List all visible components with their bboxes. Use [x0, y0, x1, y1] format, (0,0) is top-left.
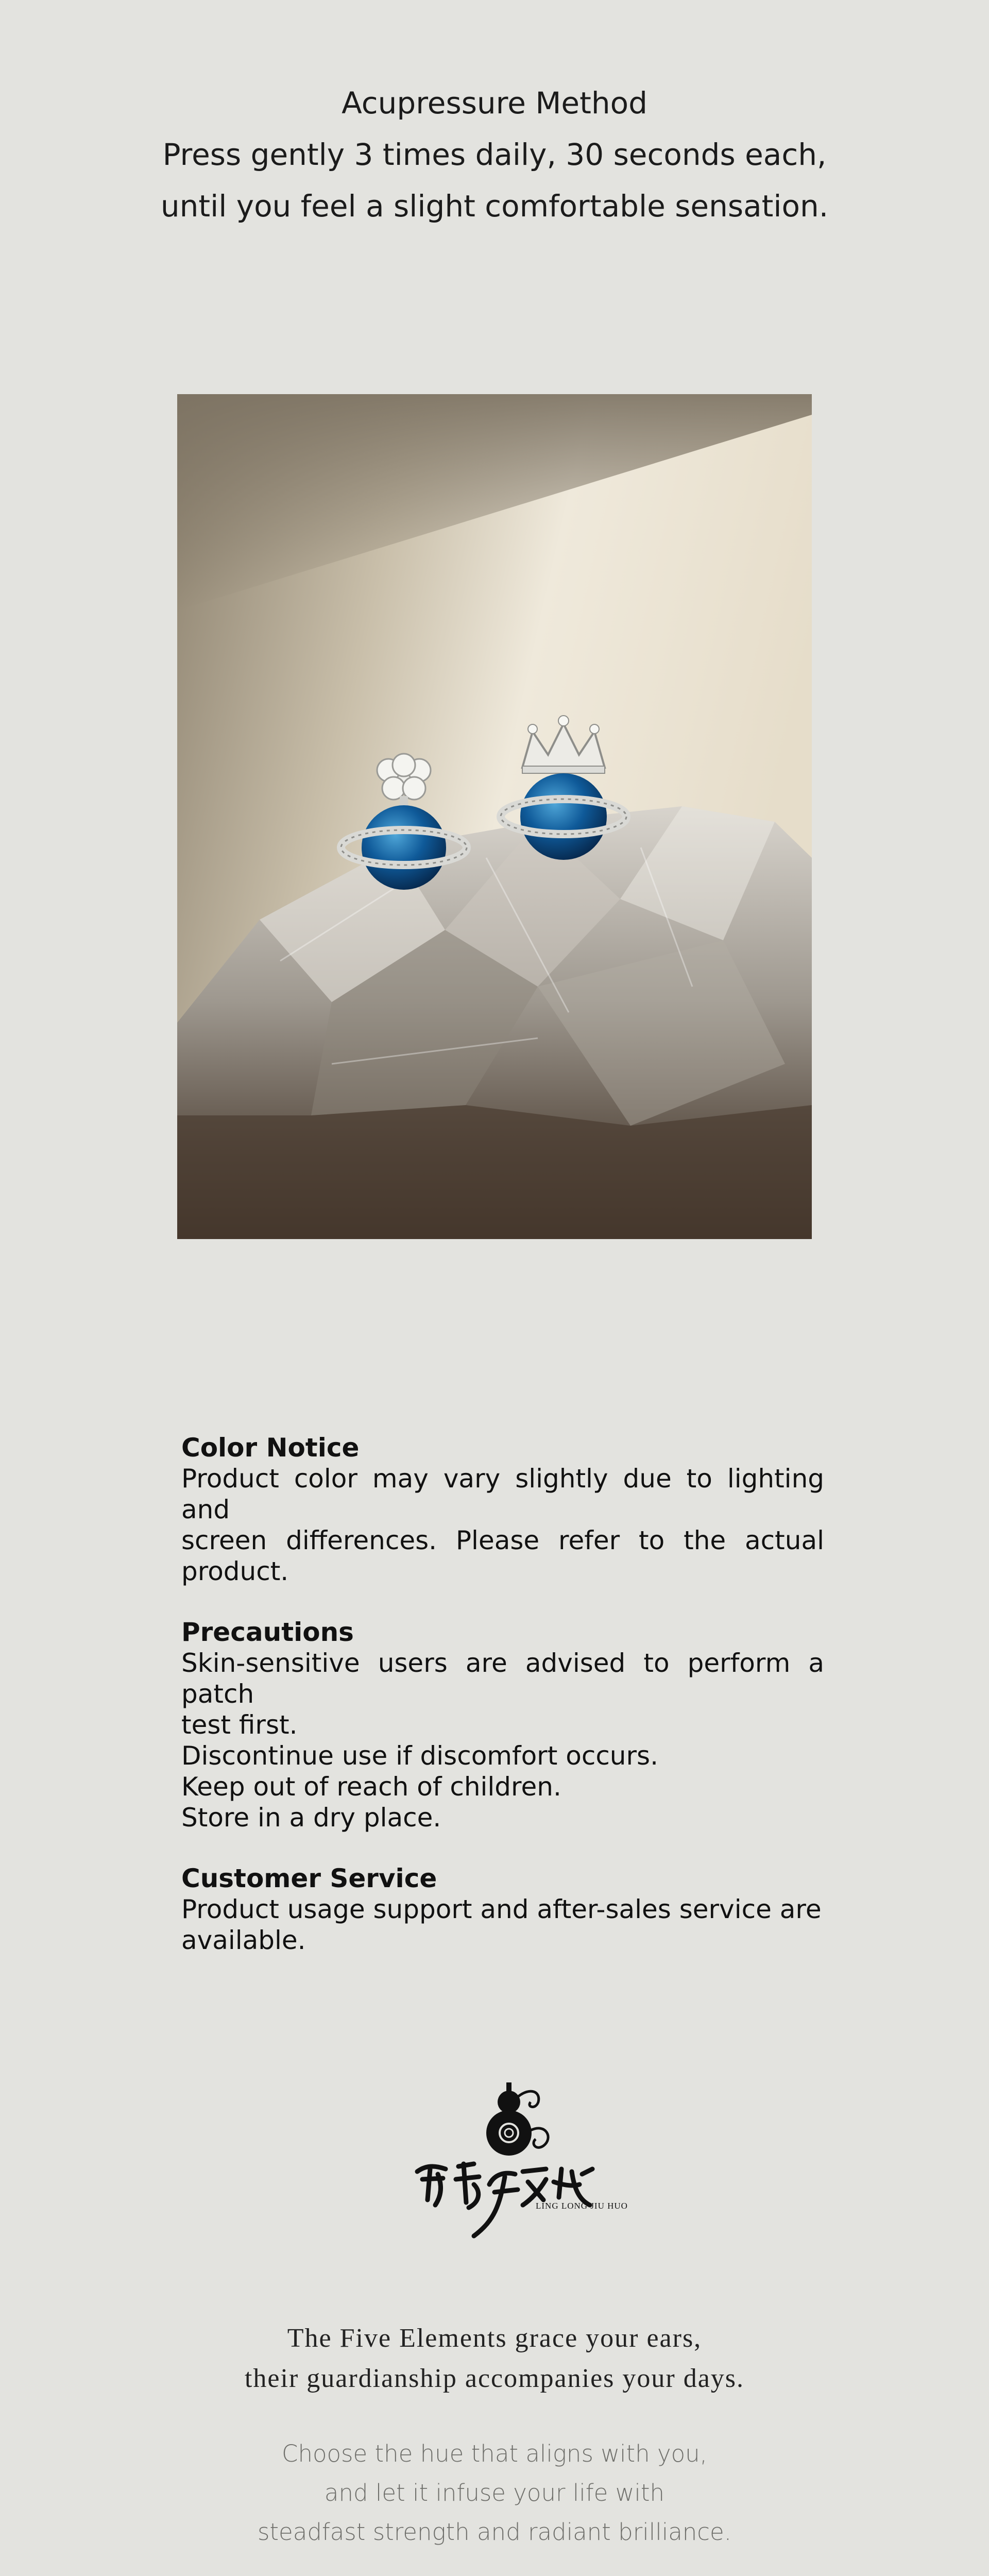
customer-service-line: available.: [181, 1925, 306, 1955]
customer-service-title: Customer Service: [181, 1863, 437, 1893]
customer-service-line: Product usage support and after-sales service are: [181, 1894, 822, 1924]
info-section: [181, 1432, 824, 1986]
customer-service-block: [181, 1863, 824, 1956]
acupressure-title: Acupressure Method: [342, 86, 647, 121]
logo-caption: LING LONG JIU HUO: [536, 2201, 628, 2211]
tagline-serif-line: their guardianship accompanies your days.: [244, 2364, 745, 2393]
precautions-block: [181, 1617, 824, 1833]
color-notice-title: Color Notice: [181, 1433, 360, 1463]
brand-logo: [407, 2081, 639, 2246]
tagline-sans-line: steadfast strength and radiant brilliance.: [257, 2518, 732, 2546]
color-notice-line: screen differences. Please refer to the actual product.: [181, 1526, 824, 1586]
precautions-line: test first.: [181, 1710, 298, 1740]
precautions-title: Precautions: [181, 1617, 354, 1647]
acupressure-line-2: until you feel a slight comfortable sensation.: [160, 189, 829, 224]
acupressure-line-1: Press gently 3 times daily, 30 seconds each,: [162, 137, 827, 172]
precautions-line: Store in a dry place.: [181, 1803, 441, 1833]
tagline-serif: [0, 2318, 989, 2399]
precautions-line: Keep out of reach of children.: [181, 1772, 561, 1802]
acupressure-text: [0, 77, 989, 232]
color-notice-block: [181, 1432, 824, 1587]
tagline-sans-line: Choose the hue that aligns with you,: [282, 2440, 707, 2467]
product-photo: [177, 394, 812, 1239]
tagline-sans: [0, 2434, 989, 2552]
gourd-logo-icon: [407, 2081, 639, 2246]
precautions-line: Discontinue use if discomfort occurs.: [181, 1741, 659, 1771]
tagline-serif-line: The Five Elements grace your ears,: [287, 2324, 702, 2353]
color-notice-line: Product color may vary slightly due to lighting and: [181, 1464, 824, 1524]
precautions-line: Skin-sensitive users are advised to perform a patch: [181, 1648, 824, 1709]
tagline-sans-line: and let it infuse your life with: [324, 2479, 665, 2506]
